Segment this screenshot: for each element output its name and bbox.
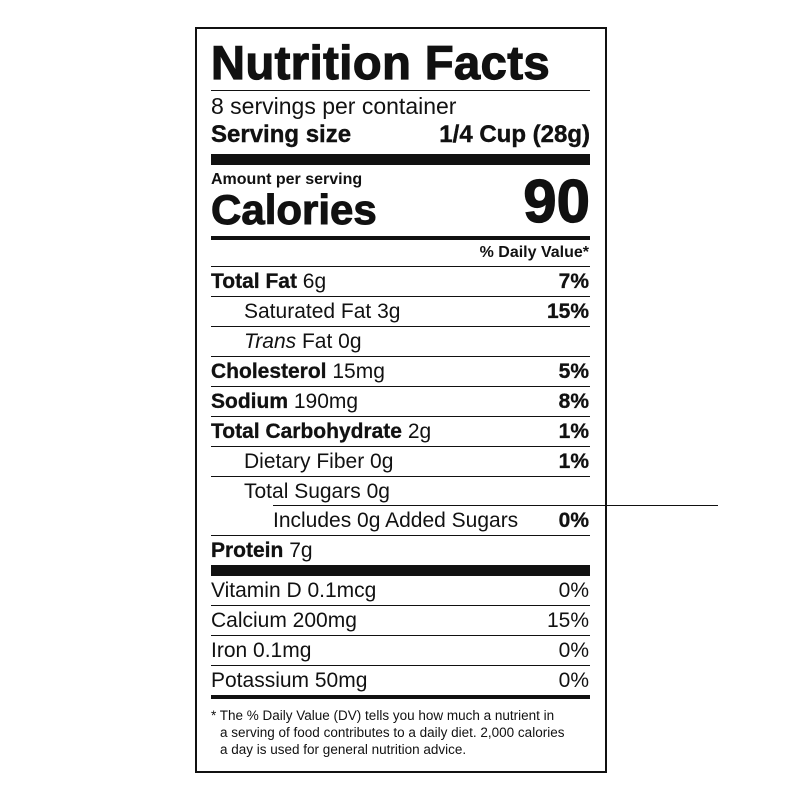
label-title: Nutrition Facts [211, 36, 551, 89]
nutrient-dv: 5% [558, 359, 589, 383]
serving-size-row [211, 120, 590, 154]
daily-value-footnote [211, 699, 590, 758]
calories-block [211, 165, 590, 236]
nutrient-row-added-sugars [211, 506, 590, 535]
nutrient-amount: 2g [407, 419, 432, 443]
amount-per-serving: Amount per serving [211, 171, 363, 188]
nutrient-dv: 1% [558, 419, 589, 443]
vitamin-text: Vitamin D 0.1mcg [211, 578, 377, 602]
nutrient-dv: 7% [558, 269, 589, 293]
vitamin-dv: 15% [546, 608, 589, 632]
nutrient-amount: 0g [338, 329, 362, 353]
nutrient-row-protein [211, 535, 590, 565]
nutrient-name: Total Carbohydrate [211, 419, 402, 443]
vitamin-text: Potassium 50mg [211, 668, 368, 692]
nutrient-name: Includes 0g Added Sugars [273, 508, 519, 532]
calories-value: 90 [523, 168, 590, 235]
nutrient-name: Total Fat [211, 269, 297, 293]
nutrient-row-total-carbohydrate [211, 416, 590, 446]
vitamin-dv: 0% [558, 578, 589, 602]
vitamin-row-vitamin-d [211, 576, 590, 605]
nutrient-amount: 0g [366, 479, 390, 503]
nutrient-name: Fat [301, 329, 333, 353]
daily-value-header: % Daily Value* [479, 244, 589, 261]
nutrient-dv: 15% [546, 299, 589, 323]
footnote-line: a serving of food contributes to a daily diet. 2,000 calories [220, 725, 565, 740]
nutrient-name: Dietary Fiber [244, 449, 365, 473]
nutrient-name-italic: Trans [244, 329, 297, 353]
footnote-line: * The % Daily Value (DV) tells you how much a nutrient in [211, 708, 555, 723]
divider-thick [211, 565, 590, 576]
nutrient-row-total-fat [211, 266, 590, 296]
vitamin-dv: 0% [558, 668, 589, 692]
nutrient-dv: 8% [558, 389, 589, 413]
nutrient-name: Cholesterol [211, 359, 327, 383]
servings-per-container: 8 servings per container [211, 93, 457, 119]
nutrient-name: Protein [211, 538, 284, 562]
nutrient-name: Saturated Fat [244, 299, 372, 323]
divider [273, 505, 718, 506]
nutrient-amount: 190mg [293, 389, 359, 413]
nutrient-amount: 15mg [332, 359, 385, 383]
nutrition-facts-label [195, 27, 607, 773]
calories-label: Calories [211, 186, 377, 233]
serving-size-label: Serving size [211, 121, 352, 148]
divider-thick [211, 154, 590, 165]
nutrient-row-total-sugars [211, 476, 590, 506]
nutrient-row-saturated-fat [211, 296, 590, 326]
nutrient-amount: 3g [377, 299, 401, 323]
footnote-line: a day is used for general nutrition advice. [220, 742, 467, 757]
vitamin-text: Iron 0.1mg [211, 638, 312, 662]
nutrient-amount: 7g [289, 538, 313, 562]
nutrient-row-sodium [211, 386, 590, 416]
vitamin-text: Calcium 200mg [211, 608, 357, 632]
vitamin-dv: 0% [558, 638, 589, 662]
nutrient-name: Total Sugars [244, 479, 361, 503]
nutrient-row-dietary-fiber [211, 446, 590, 476]
nutrient-amount: 6g [302, 269, 327, 293]
nutrient-row-cholesterol [211, 356, 590, 386]
vitamin-row-calcium [211, 605, 590, 635]
nutrient-dv: 0% [558, 508, 589, 532]
nutrient-row-trans-fat [211, 326, 590, 356]
serving-size-value: 1/4 Cup (28g) [439, 121, 590, 148]
vitamin-row-iron [211, 635, 590, 665]
nutrient-name: Sodium [211, 389, 288, 413]
nutrient-amount: 0g [370, 449, 394, 473]
nutrient-dv: 1% [558, 449, 589, 473]
vitamin-row-potassium [211, 665, 590, 695]
